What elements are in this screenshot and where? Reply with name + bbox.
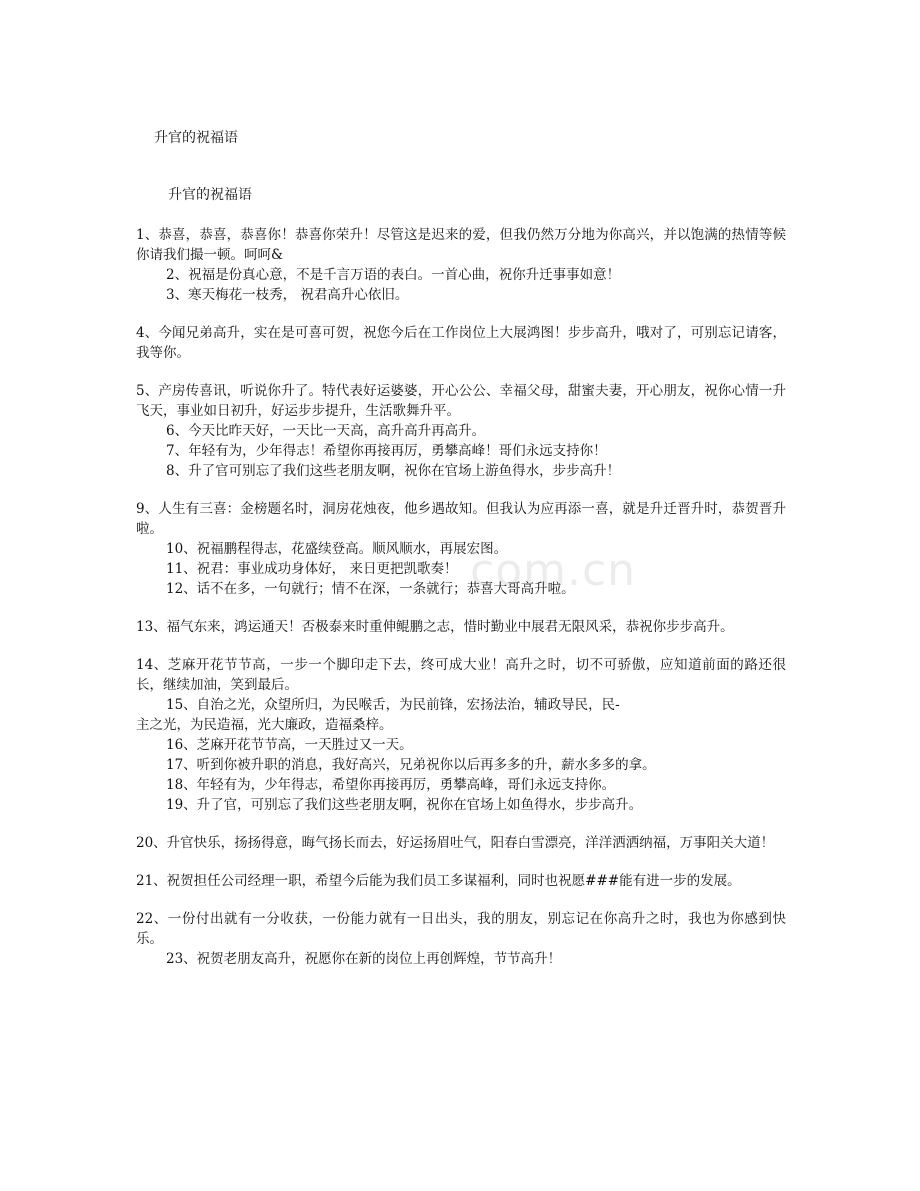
paragraph: 6、今天比昨天好，一天比一天高，高升高升再高升。 [166,423,486,439]
paragraph: 3、寒天梅花一枝秀， 祝君高升心依旧。 [166,287,409,303]
paragraph: 19、升了官，可别忘了我们这些老朋友啊，祝你在官场上如鱼得水，步步高升。 [166,797,643,813]
document-subtitle: 升官的祝福语 [168,187,252,203]
paragraph: 23、祝贺老朋友高升，祝愿你在新的岗位上再创辉煌，节节高升！ [166,951,562,967]
document-body [136,225,786,969]
paragraph: 13、福气东来，鸿运通天！否极泰来时重伸鲲鹏之志，惜时勤业中展君无限风采，恭祝你步步高升。 [136,619,734,635]
paragraph: 1、恭喜，恭喜，恭喜你！恭喜你荣升！尽管这是迟来的爱，但我仍然万分地为你高兴，并以饱满的热情等候你请我们撮一顿。呵呵& [136,227,786,263]
paragraph: 4、今闻兄弟高升，实在是可喜可贺，祝您今后在工作岗位上大展鸿图！步步高升，哦对了，可别忘记请客，我等你。 [136,325,786,361]
paragraph: 2、祝福是份真心意，不是千言万语的表白。一首心曲，祝你升迁事事如意！ [166,267,621,283]
paragraph: 12、话不在多，一句就行；情不在深，一条就行；恭喜大哥高升啦。 [166,581,575,597]
watermark: com.cn [470,545,637,596]
paragraph: 15、自治之光，众望所归，为民喉舌，为民前锋，宏扬法治，辅政导民，民- [166,697,620,713]
document-title: 升官的祝福语 [154,130,238,146]
paragraph: 17、听到你被升职的消息，我好高兴，兄弟祝你以后再多多的升，薪水多多的拿。 [166,757,656,773]
paragraph: 10、祝福鹏程得志，花盛续登高。顺风顺水，再展宏图。 [166,541,508,557]
paragraph: 22、一份付出就有一分收获，一份能力就有一日出头，我的朋友，别忘记在你高升之时，我也为你感到快乐。 [136,911,786,947]
paragraph: 14、芝麻开花节节高，一步一个脚印走下去，终可成大业！高升之时，切不可骄傲，应知道前面的路还很长，继续加油，笑到最后。 [136,657,786,693]
paragraph: 18、年轻有为，少年得志，希望你再接再厉，勇攀高峰，哥们永远支持你。 [166,777,616,793]
paragraph: 11、祝君：事业成功身体好， 来日更把凯歌奏！ [166,561,458,577]
paragraph: 16、芝麻开花节节高，一天胜过又一天。 [166,737,413,753]
paragraph: 9、人生有三喜：金榜题名时，洞房花烛夜，他乡遇故知。但我认为应再添一喜，就是升迁晋升时，恭贺晋升啦。 [136,501,786,537]
paragraph: 20、升官快乐，扬扬得意，晦气扬长而去，好运扬眉吐气，阳春白雪漂亮，洋洋洒洒纳福，万事阳关大道！ [136,835,775,851]
paragraph: 5、产房传喜讯，听说你升了。特代表好运婆婆，开心公公、幸福父母，甜蜜夫妻，开心朋友，祝你心情一升飞天，事业如日初升，好运步步提升，生活歌舞升平。 [136,383,786,419]
paragraph: 8、升了官可别忘了我们这些老朋友啊，祝你在官场上游鱼得水，步步高升！ [166,463,621,479]
paragraph: 7、年轻有为，少年得志！希望你再接再厉，勇攀高峰！哥们永远支持你！ [166,443,607,459]
paragraph: 21、祝贺担任公司经理一职，希望今后能为我们员工多谋福利，同时也祝愿###能有进一步的发展。 [136,873,741,889]
paragraph: 主之光，为民造福，光大廉政，造福桑梓。 [136,717,393,733]
